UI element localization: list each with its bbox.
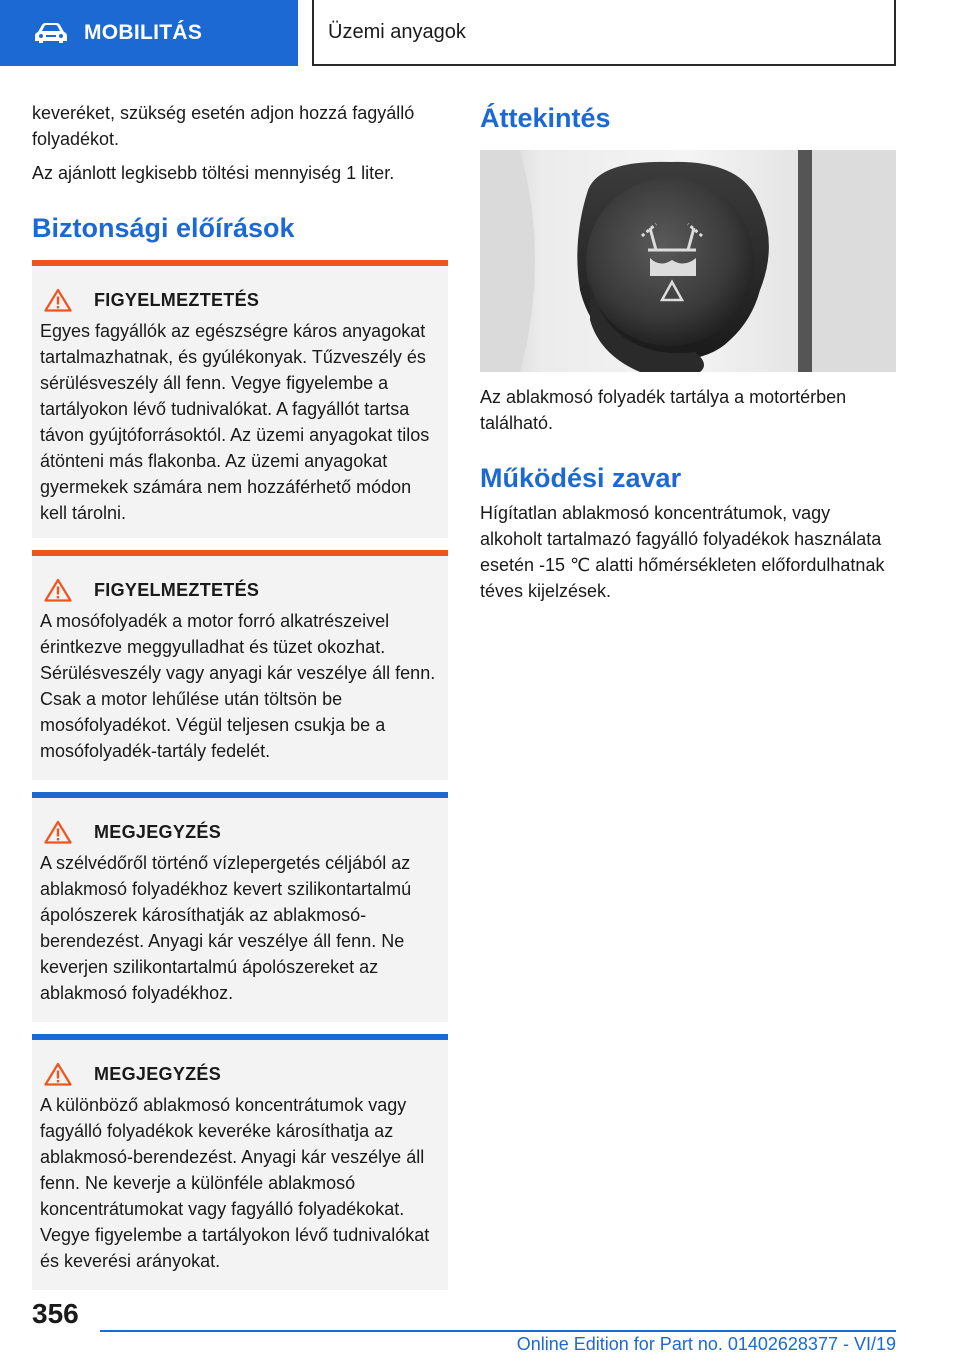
washer-reservoir-photo — [480, 150, 896, 372]
note-box-2 — [32, 1034, 448, 1290]
warning-text-2: A mosófolyadék a motor forró alkatrészeivel érintkezve meggyulladhat és tüzet okozhat. Sérülésveszély vagy anyagi kár veszélye áll fenn. Csak a motor lehűlése után töltsön be mosófolyadékot. Végül teljesen csukja be a mosófolyadék-tartály fedelét. — [40, 611, 436, 761]
right-column — [480, 100, 896, 604]
malfunction-heading: Működési zavar — [480, 463, 682, 493]
warning-title-1: FIGYELMEZTETÉS — [94, 289, 260, 310]
warning-triangle-icon — [44, 578, 72, 602]
warning-triangle-icon — [44, 288, 72, 312]
header-title — [312, 0, 896, 66]
safety-heading: Biztonsági előírások — [32, 213, 295, 243]
note-text-1: A szélvédőről történő vízlepergetés céljából az ablakmosó folyadékhoz kevert szilikontartalmú ápolószerek károsíthatják az ablakmosó-berendezést. Anyagi kár veszélye áll fenn. Ne keverjen szilikontartalmú ápolószereket az ablakmosó folyadékhoz. — [40, 853, 412, 1003]
image-caption: Az ablakmosó folyadék tartálya a motortérben található. — [480, 387, 847, 433]
warning-title-2: FIGYELMEZTETÉS — [94, 579, 260, 600]
page-number: 356 — [32, 1298, 79, 1329]
note-box-1 — [32, 792, 448, 1022]
footer-edition: Online Edition for Part no. 01402628377 - VI/19 — [516, 1334, 896, 1354]
intro-paragraph-2: Az ajánlott legkisebb töltési mennyiség 1 liter. — [32, 163, 395, 183]
washer-cap-illustration — [480, 150, 896, 372]
warning-box-2 — [32, 550, 448, 780]
warning-box-1 — [32, 260, 448, 538]
header-section-tab — [0, 0, 298, 66]
left-column — [32, 100, 448, 1290]
header-section-label: MOBILITÁS — [84, 21, 203, 44]
page-title: Üzemi anyagok — [328, 20, 466, 43]
warning-triangle-icon — [44, 820, 72, 844]
footer-divider — [100, 1330, 896, 1332]
warning-triangle-icon — [44, 1062, 72, 1086]
note-text-2: A különböző ablakmosó koncentrátumok vagy fagyálló folyadékok keveréke károsíthatja az ablakmosó-berendezést. Anyagi kár veszélye áll fenn. Ne keverje a különféle ablakmosó koncentrátumokat vagy fagyálló folyadékokat. Vegye figyelembe a tartályokon lévő tudnivalókat és keverési arányokat. — [40, 1095, 430, 1271]
overview-heading: Áttekintés — [480, 103, 611, 133]
car-icon — [34, 21, 68, 45]
note-title-1: MEGJEGYZÉS — [94, 821, 222, 842]
warning-text-1: Egyes fagyállók az egészségre káros anyagokat tartalmazhatnak, és gyúlékonyak. Tűzveszély és sérülésveszély áll fenn. Vegye figyelembe a tartályokon lévő tudnivalókat. A fagyállót tartsa távon gyújtóforrásoktól. Az üzemi anyagokat tilos átönteni más flakonba. Az üzemi anyagokat gyermekek számára nem hozzáférhető módon kell tárolni. — [40, 321, 430, 523]
malfunction-text: Hígítatlan ablakmosó koncentrátumok, vagy alkoholt tartalmazó fagyálló folyadékok használata esetén -15 ℃ alatti hőmérsékleten előfordulhatnak téves kijelzések. — [480, 503, 885, 601]
note-title-2: MEGJEGYZÉS — [94, 1063, 222, 1084]
intro-paragraph-1: keveréket, szükség esetén adjon hozzá fagyálló folyadékot. — [32, 103, 415, 149]
